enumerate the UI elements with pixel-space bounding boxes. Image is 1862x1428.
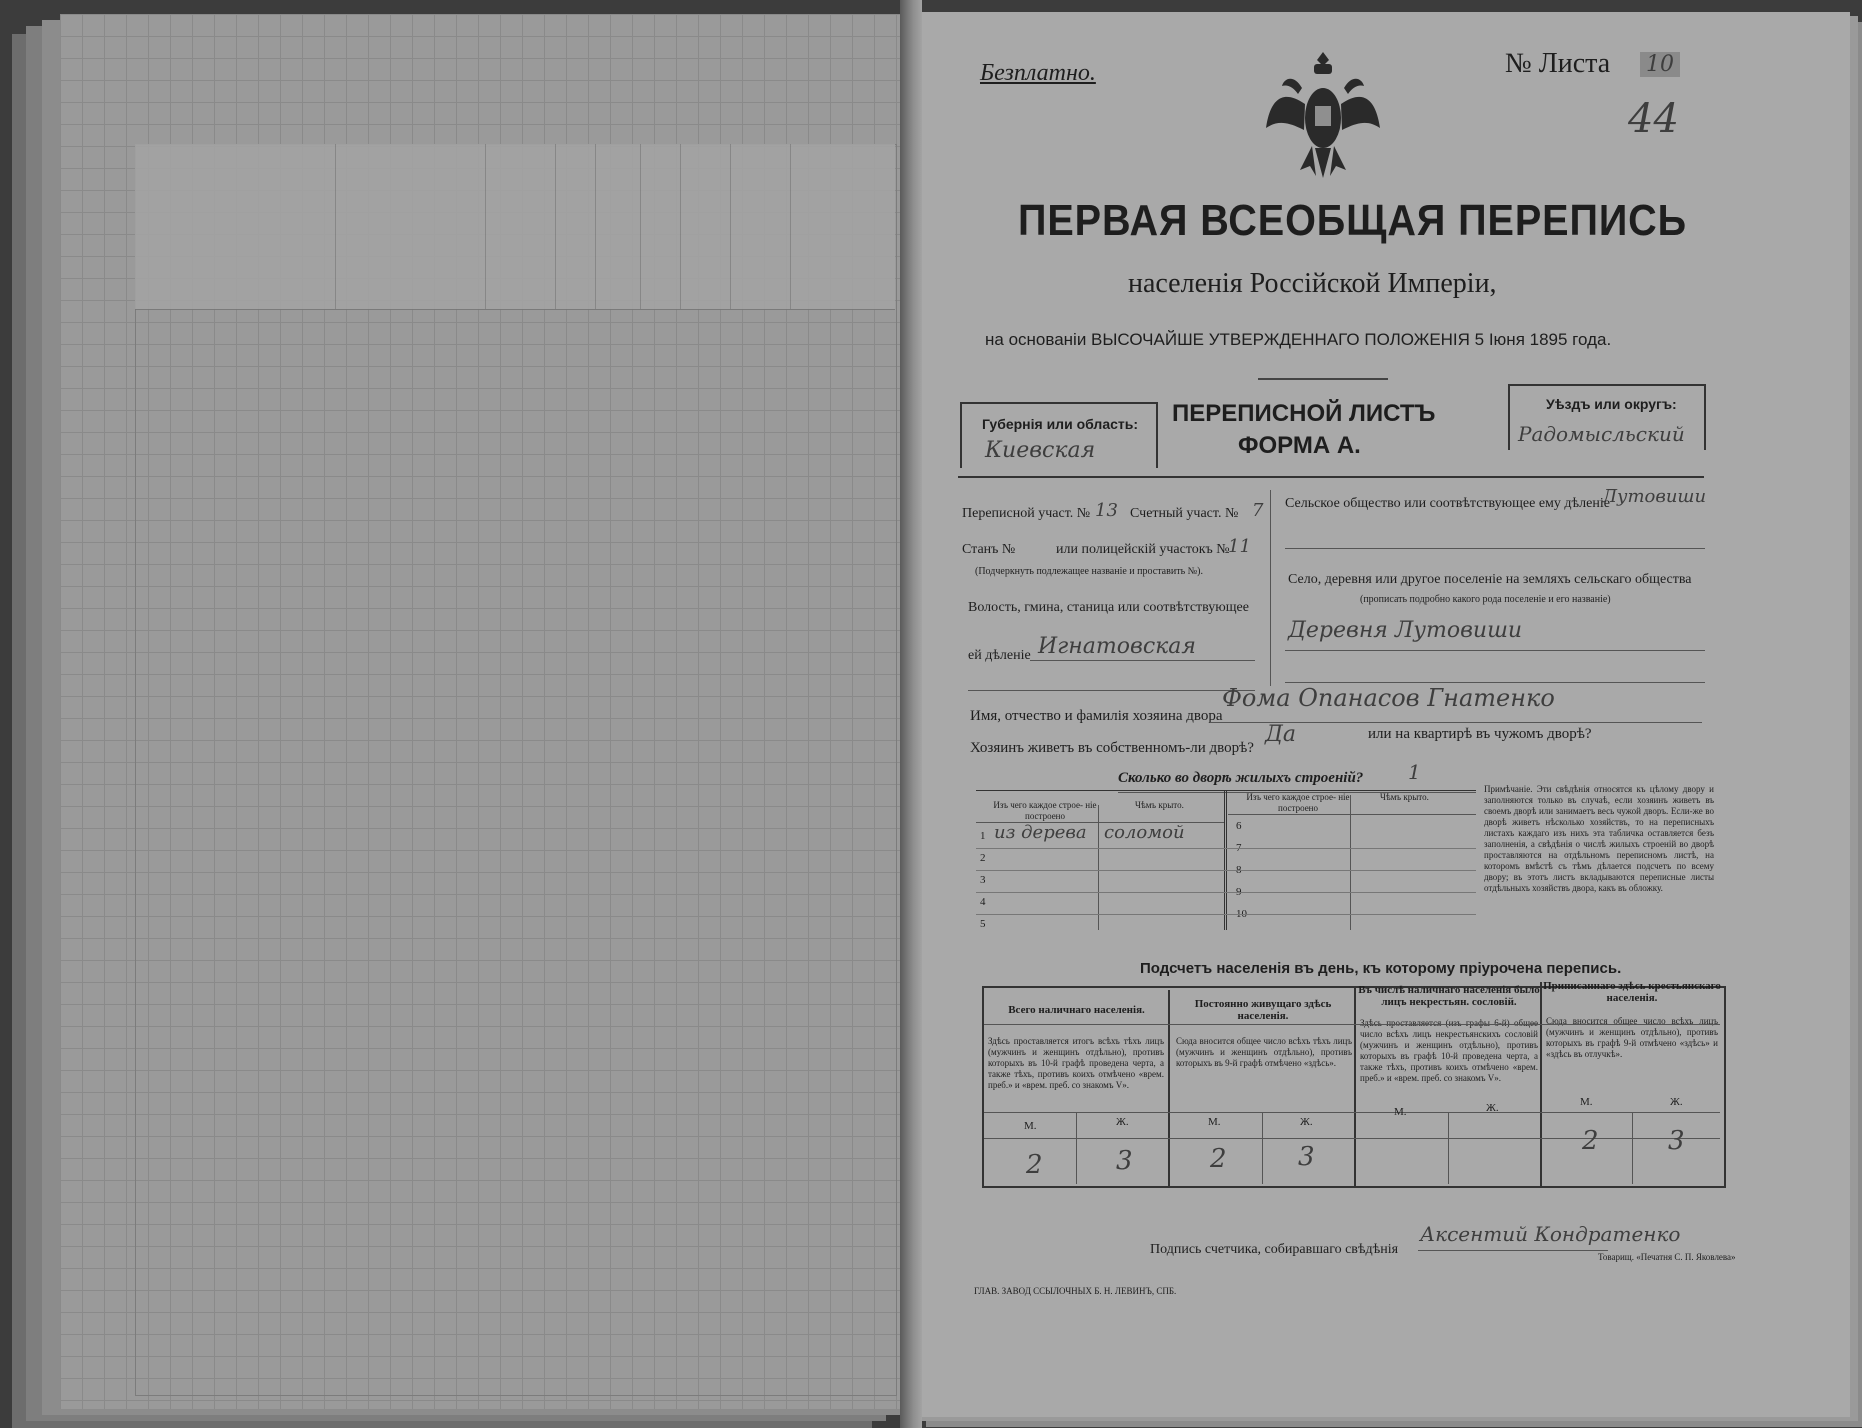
count-col-2-desc: Сюда вносится общее число всѣхъ тѣхъ лицъ (мужчинъ и женщинъ отдѣльно), противъ которыхъ въ 9-й графѣ отмѣчено «здѣсь». [1176,1036,1352,1068]
building-row-1-material: из дерева [994,822,1087,843]
count-col-1-m-value: 2 [1026,1150,1043,1180]
buildings-col-roof-right: Чѣмъ крыто. [1380,792,1429,802]
census-unit-value: 13 [1095,500,1118,521]
building-row-1-roof: соломой [1104,822,1185,843]
buildings-row-rule-3 [976,892,1476,893]
village-value: Деревня Лутовиши [1288,618,1523,643]
buildings-col-material-right: Изъ чего каждое строе- ніе построено [1246,792,1350,813]
count-col-4-f-value: 3 [1668,1126,1685,1156]
form-name: ФОРМА А. [1238,432,1361,459]
list-title: ПЕРЕПИСНОЙ ЛИСТЪ [1172,400,1436,427]
police-value: 11 [1228,536,1251,557]
count-title: Подсчетъ населенія въ день, къ которому пріурочена перепись. [1140,960,1622,977]
volost-label-2: ей дѣленіе [968,648,1031,663]
imprint-left: ГЛАВ. ЗАВОД ССЫЛОЧНЫХ Б. Н. ЛЕВИНЪ, СПБ. [974,1286,1177,1296]
buildings-col-sep-left [1098,805,1099,930]
count-col-1-desc: Здѣсь проставляется итогъ всѣхъ тѣхъ лицъ (мужчинъ и женщинъ отдѣльно), противъ которыхъ въ 10-й графѣ проведена черта, а также тѣхъ, противъ коихъ отмѣчено «врем. преб.» и «врем. преб. со знакомъ V». [988,1036,1164,1090]
buildings-value: 1 [1408,760,1421,784]
province-label: Губернія или область: [982,416,1139,432]
owner-label: Имя, отчество и фамилія хозяина двора [970,708,1223,724]
count-col-4-desc: Сюда вносится общее число всѣхъ лицъ (мужчинъ и женщинъ отдѣльно), противъ которыхъ въ графѣ 9-й отмѣчено «здѣсь» и «здѣсь въ отлучкѣ». [1546,1016,1718,1059]
signature-value: Аксентий Кондратенко [1420,1222,1681,1246]
district-label: Уѣздъ или округъ: [1546,396,1677,412]
header-rule [958,476,1704,478]
count-col-1-f-value: 3 [1116,1146,1133,1176]
buildings-table-divider [1224,790,1227,930]
society-line [1285,548,1705,549]
page-number: 44 [1628,96,1679,142]
society-value: Лутовиши [1602,486,1707,507]
count-unit-value: 7 [1252,500,1264,521]
left-page [60,14,920,1409]
own-yard-label: Хозяинъ живетъ въ собственномъ-ли дворѣ? [970,740,1254,756]
building-row-4-num: 4 [980,896,986,908]
census-basis: на основаніи ВЫСОЧАЙШЕ УТВЕРЖДЕННАГО ПОЛОЖЕНІЯ 5 Іюня 1895 года. [985,330,1612,349]
count-col-3-desc: Здѣсь проставляется (изъ графы 6-й) общее число всѣхъ лицъ некрестьянскихъ сословій (мужчинъ и женщинъ отдѣльно), противъ которыхъ въ графѣ 10-й проведена черта, а также тѣхъ, противъ коихъ отмѣчено «врем. преб.» и «врем. преб. со знакомъ V». [1360,1018,1538,1083]
count-mf-rule-top [984,1112,1720,1113]
signature-label: Подпись счетчика, собиравшаго свѣдѣнія [1150,1242,1399,1257]
village-line-2 [1285,682,1705,683]
volost-line-2 [968,690,1255,691]
society-label: Сельское общество или соотвѣтствующее ему дѣленіе [1285,496,1610,511]
count-mf-sep-1 [1076,1112,1077,1184]
village-line [1285,650,1705,651]
buildings-col-sep-right [1350,795,1351,930]
building-row-7-num: 7 [1236,842,1242,854]
count-col-2-m-label: М. [1208,1116,1221,1128]
sheet-label: № Листа [1505,48,1611,79]
count-mf-sep-2 [1262,1112,1263,1184]
count-col-2-m-value: 2 [1210,1144,1227,1174]
building-row-2-num: 2 [980,852,986,864]
building-row-1-num: 1 [980,830,986,842]
count-col-4-f-label: Ж. [1670,1096,1683,1108]
left-page-grid [135,144,897,1396]
village-label: Село, деревня или другое поселеніе на земляхъ сельскаго общества [1288,572,1692,587]
buildings-head-rule-right [1228,814,1476,815]
count-head-rule [984,1024,1720,1025]
census-title: ПЕРВАЯ ВСЕОБЩАЯ ПЕРЕПИСЬ [1018,196,1688,245]
buildings-col-material-left: Изъ чего каждое строе- ніе построено [993,800,1097,821]
building-row-9-num: 9 [1236,886,1242,898]
buildings-row-rule-1 [976,848,1476,849]
count-col-3-f-label: Ж. [1486,1102,1499,1114]
own-yard-value: Да [1265,722,1297,747]
police-label: или полицейскій участокъ № [1056,542,1230,557]
count-col-4-m-label: М. [1580,1096,1593,1108]
count-col-1-m-label: М. [1024,1120,1037,1132]
count-col-3-head: Въ числѣ наличнаго населенія было лицъ некрестьян. сословій. [1358,984,1540,1008]
count-mf-sep-4 [1632,1112,1633,1184]
imprint-right: Товарищ. «Печатня С. П. Яковлева» [1598,1252,1736,1262]
free-label: Безплатно. [980,60,1096,86]
fields-divider [1270,490,1271,686]
count-col-4-m-value: 2 [1582,1126,1599,1156]
district-value: Радомысльский [1518,422,1685,446]
count-mf-sep-3 [1448,1112,1449,1184]
count-col-3-m-label: М. [1394,1106,1407,1118]
count-col-1-f-label: Ж. [1116,1116,1129,1128]
building-row-10-num: 10 [1236,908,1247,920]
volost-line [1030,660,1255,661]
stan-label: Станъ № [962,542,1016,557]
count-col-2-f-value: 3 [1298,1142,1315,1172]
census-subtitle: населенія Россійской Имперіи, [1128,268,1497,299]
building-row-8-num: 8 [1236,864,1242,876]
buildings-col-roof-left: Чѣмъ крыто. [1135,800,1184,810]
volost-label: Волость, гмина, станица или соотвѣтствующее [968,600,1249,615]
count-col-1-head: Всего наличнаго населенія. [1008,1004,1145,1016]
left-page-table-header [135,144,895,310]
count-col-2-f-label: Ж. [1300,1116,1313,1128]
village-hint: (прописать подробно какого рода поселеніе и его названіе) [1360,594,1611,605]
count-col-2-head: Постоянно живущаго здѣсь населенія. [1194,998,1332,1022]
count-sep-1 [1168,990,1170,1186]
eagle-emblem-icon [1262,48,1384,186]
owner-value: Фома Опанасов Гнатенко [1222,684,1555,712]
signature-line [1418,1250,1608,1251]
count-sep-2 [1354,986,1356,1186]
count-sep-3 [1540,982,1542,1186]
volost-value: Игнатовская [1038,634,1196,659]
building-row-6-num: 6 [1236,820,1242,832]
buildings-row-rule-4 [976,914,1476,915]
buildings-row-rule-2 [976,870,1476,871]
rent-label: или на квартирѣ въ чужомъ дворѣ? [1368,726,1592,742]
title-ornament [1258,378,1388,380]
census-unit-label: Переписной участ. № [962,506,1091,521]
building-row-3-num: 3 [980,874,986,886]
province-value: Киевская [985,438,1096,463]
buildings-label: Сколько во дворѣ жилыхъ строеній? [1118,770,1364,786]
buildings-note: Примѣчаніе. Эти свѣдѣнія относятся къ цѣлому двору и заполняются только въ случаѣ, если хозяинъ живетъ въ своемъ дворѣ или занимаетъ весь чужой дворъ. Если-же во дворѣ живетъ нѣсколько хозяйствъ, то на переписныхъ листахъ каждаго изъ нихъ эта табличка оставляется безъ заполненія, а свѣдѣнія о числѣ жилыхъ строеній во дворѣ проставляются на отдѣльномъ переписномъ листѣ, на которомъ вмѣстѣ съ тѣмъ дѣлается подсчетъ по всему двору; въ этотъ листъ вкладываются переписные листы отдѣльныхъ хозяйствъ двора, какъ въ обложку. [1484,784,1714,893]
count-mf-rule-bottom [984,1138,1720,1139]
count-col-4-head: Приписаннаго здѣсь крестьянскаго населенія. [1543,980,1721,1004]
sheet-number: 10 [1640,52,1680,77]
count-unit-label: Счетный участ. № [1130,506,1239,521]
book-spine [900,0,922,1428]
building-row-5-num: 5 [980,918,986,930]
underline-hint: (Подчеркнуть подлежащее названіе и проставить №). [975,566,1203,577]
